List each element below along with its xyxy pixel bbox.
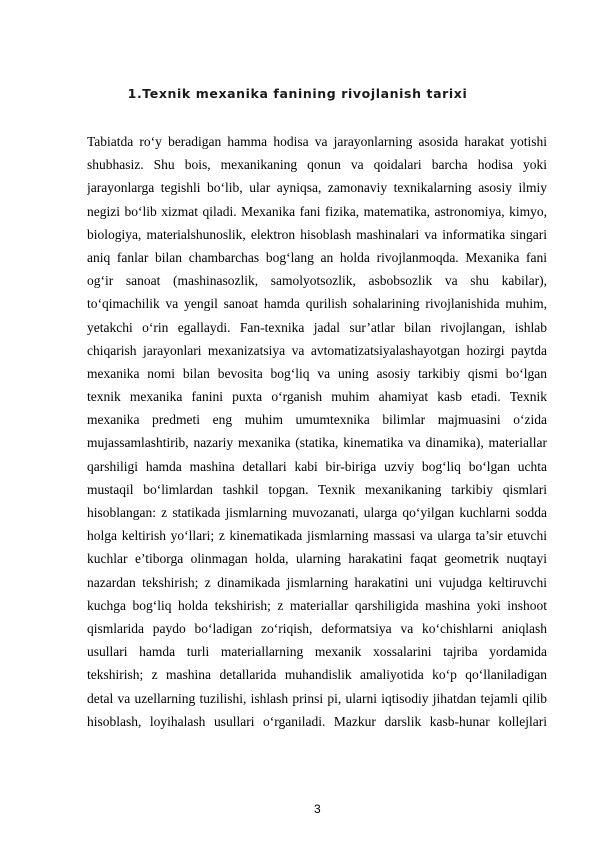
page-footer [0,802,595,818]
text-line: jarayonlarga tegishli bo‘lib, ular ayniqsa, zamonaviy texnikalarning asosiy ilmiy [87,180,547,196]
text-line: Tabiatda ro‘y beradigan hamma hodisa va jarayonlarning asosida harakat yotishi [87,134,547,149]
text-line: kuchlar e’tiborga olinmagan holda, ularning harakatini faqat geometrik nuqtayi [87,551,547,567]
text-line: texnik mexanika fanini puxta o‘rganish muhim ahamiyat kasb etadi. Texnik [87,389,547,405]
text-line: to‘qimachilik va yengil sanoat hamda qurilish sohalarining rivojlanishida muhim, [87,296,547,312]
text-line: aniq fanlar bilan chambarchas bog‘lang an holda rivojlanmoqda. Mexanika fani [87,249,547,265]
page-number: 3 [314,802,321,816]
text-line: tekshirish; z mashina detallarida muhandislik amaliyotida ko‘p qo‘llaniladigan [87,667,547,683]
text-line: mujassamlashtirib, nazariy mexanika (statika, kinematika va dinamika), materiallar [87,435,547,451]
text-line: shubhasiz. Shu bois, mexanikaning qonun va qoidalari barcha hodisa yoki [87,157,547,173]
text-line: mustaqil bo‘limlardan tashkil topgan. Texnik mexanikaning tarkibiy qismlari [87,481,547,497]
section-title: 1.Texnik mexanika fanining rivojlanish tarixi [127,86,468,101]
text-line: negizi bo‘lib xizmat qiladi. Mexanika fani fizika, matematika, astronomiya, kimyo, [87,203,547,219]
text-line: mexanika predmeti eng muhim umumtexnika bilimlar majmuasini o‘zida [87,412,547,428]
text-line: yetakchi o‘rin egallaydi. Fan-texnika jadal sur’atlar bilan rivojlangan, ishlab [87,319,547,335]
text-line: biologiya, materialshunoslik, elektron hisoblash mashinalari va informatika singari [87,226,547,242]
text-line: nazardan tekshirish; z dinamikada jismlarning harakatini uni vujudga keltiruvchi [87,574,547,590]
text-line: chiqarish jarayonlari mexanizatsiya va avtomatizatsiyalashayotgan hozirgi paytda [87,342,547,358]
text-line: og‘ir sanoat (mashinasozlik, samolyotsozlik, asbobsozlik va shu kabilar), [87,273,547,289]
text-line: usullari hamda turli materiallarning mexanik xossalarini tajriba yordamida [87,644,547,660]
text-line: holga keltirish yo‘llari; z kinematikada jismlarning massasi va ularga ta’sir etuvchi [87,528,547,544]
text-line: qismlarida paydo bo‘ladigan zo‘riqish, deformatsiya va ko‘chishlarni aniqlash [87,620,547,636]
text-line: hisoblangan: z statikada jismlarning muvozanati, ularga qo‘yilgan kuchlarni sodda [87,505,547,520]
text-line: kuchga bog‘liq holda tekshirish; z materiallar qarshiligida mashina yoki inshoot [87,597,547,613]
body-paragraph [87,130,547,733]
text-line: hisoblash, loyihalash usullari o‘rganiladi. Mazkur darslik kasb-hunar kollejlari [87,713,547,729]
text-line: qarshiligi hamda mashina detallari kabi bir-biriga uzviy bog‘liq bo‘lgan uchta [87,458,547,474]
text-line: mexanika nomi bilan bevosita bog‘liq va uning asosiy tarkibiy qismi bo‘lgan [87,365,547,381]
text-line: detal va uzellarning tuzilishi, ishlash prinsi pi, ularni iqtisodiy jihatdan tejamli qilib [87,690,547,706]
